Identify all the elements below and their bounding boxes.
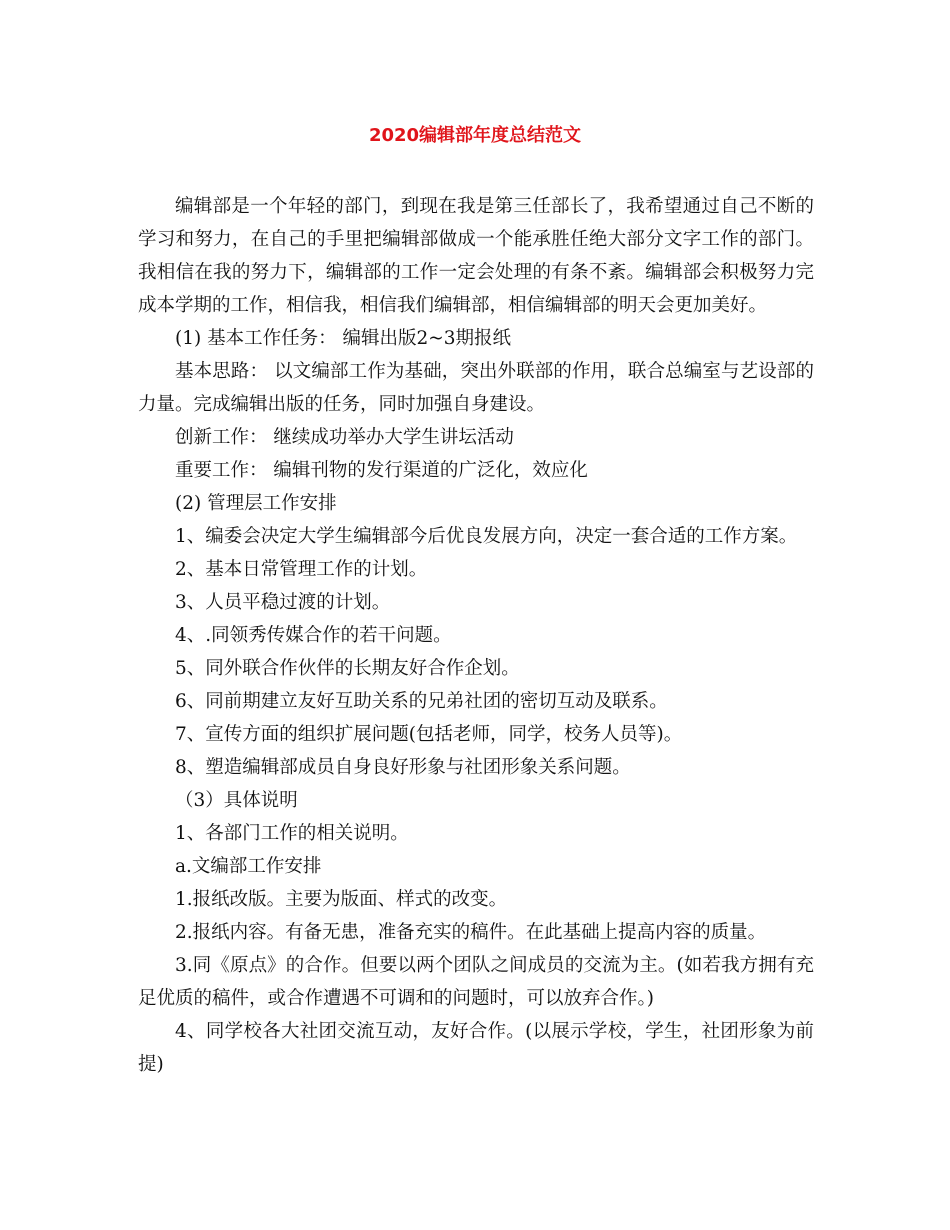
list-item: 8、塑造编辑部成员自身良好形象与社团形象关系问题。 <box>175 757 631 778</box>
list-item: 7、宣传方面的组织扩展问题(包括老师，同学，校务人员等)。 <box>175 724 683 745</box>
document-title: 2020编辑部年度总结范文 <box>368 125 582 146</box>
subsection-heading: a.文编部工作安排 <box>175 856 322 877</box>
list-item: 4、同学校各大社团交流互动，友好合作。(以展示学校，学生，社团形象为前提) <box>138 1021 814 1075</box>
list-item: 1.报纸改版。主要为版面、样式的改变。 <box>175 889 508 910</box>
paragraph-basic-approach: 基本思路： 以文编部工作为基础，突出外联部的作用，联合总编室与艺设部的力量。完成编辑出版的任务，同时加强自身建设。 <box>138 361 814 415</box>
document-body <box>138 190 814 1081</box>
section-heading-details: （3）具体说明 <box>175 790 298 811</box>
list-item: 5、同外联合作伙伴的长期友好合作企划。 <box>175 658 520 679</box>
list-item: 2、基本日常管理工作的计划。 <box>175 559 428 580</box>
list-item: 2.报纸内容。有备无患，准备充实的稿件。在此基础上提高内容的质量。 <box>175 922 767 943</box>
list-item: 1、编委会决定大学生编辑部今后优良发展方向，决定一套合适的工作方案。 <box>175 526 798 547</box>
section-heading-management: (2) 管理层工作安排 <box>175 493 337 514</box>
list-item: 6、同前期建立友好互助关系的兄弟社团的密切互动及联系。 <box>175 691 668 712</box>
list-item: 1、各部门工作的相关说明。 <box>175 823 409 844</box>
list-item: 3、人员平稳过渡的计划。 <box>175 592 391 613</box>
paragraph-basic-task: (1) 基本工作任务： 编辑出版2~3期报纸 <box>175 328 512 349</box>
paragraph-important-work: 重要工作： 编辑刊物的发行渠道的广泛化，效应化 <box>175 460 588 481</box>
list-item: 4、.同领秀传媒合作的若干问题。 <box>175 625 452 646</box>
list-item: 3.同《原点》的合作。但要以两个团队之间成员的交流为主。(如若我方拥有充足优质的稿件，或合作遭遇不可调和的问题时，可以放弃合作。) <box>138 955 814 1009</box>
paragraph-innovation: 创新工作： 继续成功举办大学生讲坛活动 <box>175 427 514 448</box>
paragraph-intro: 编辑部是一个年轻的部门，到现在我是第三任部长了，我希望通过自己不断的学习和努力，在自己的手里把编辑部做成一个能承胜任绝大部分文字工作的部门。我相信在我的努力下，编辑部的工作一定会处理的有条不紊。编辑部会积极努力完成本学期的工作，相信我，相信我们编辑部，相信编辑部的明天会更加美好。 <box>138 196 814 316</box>
